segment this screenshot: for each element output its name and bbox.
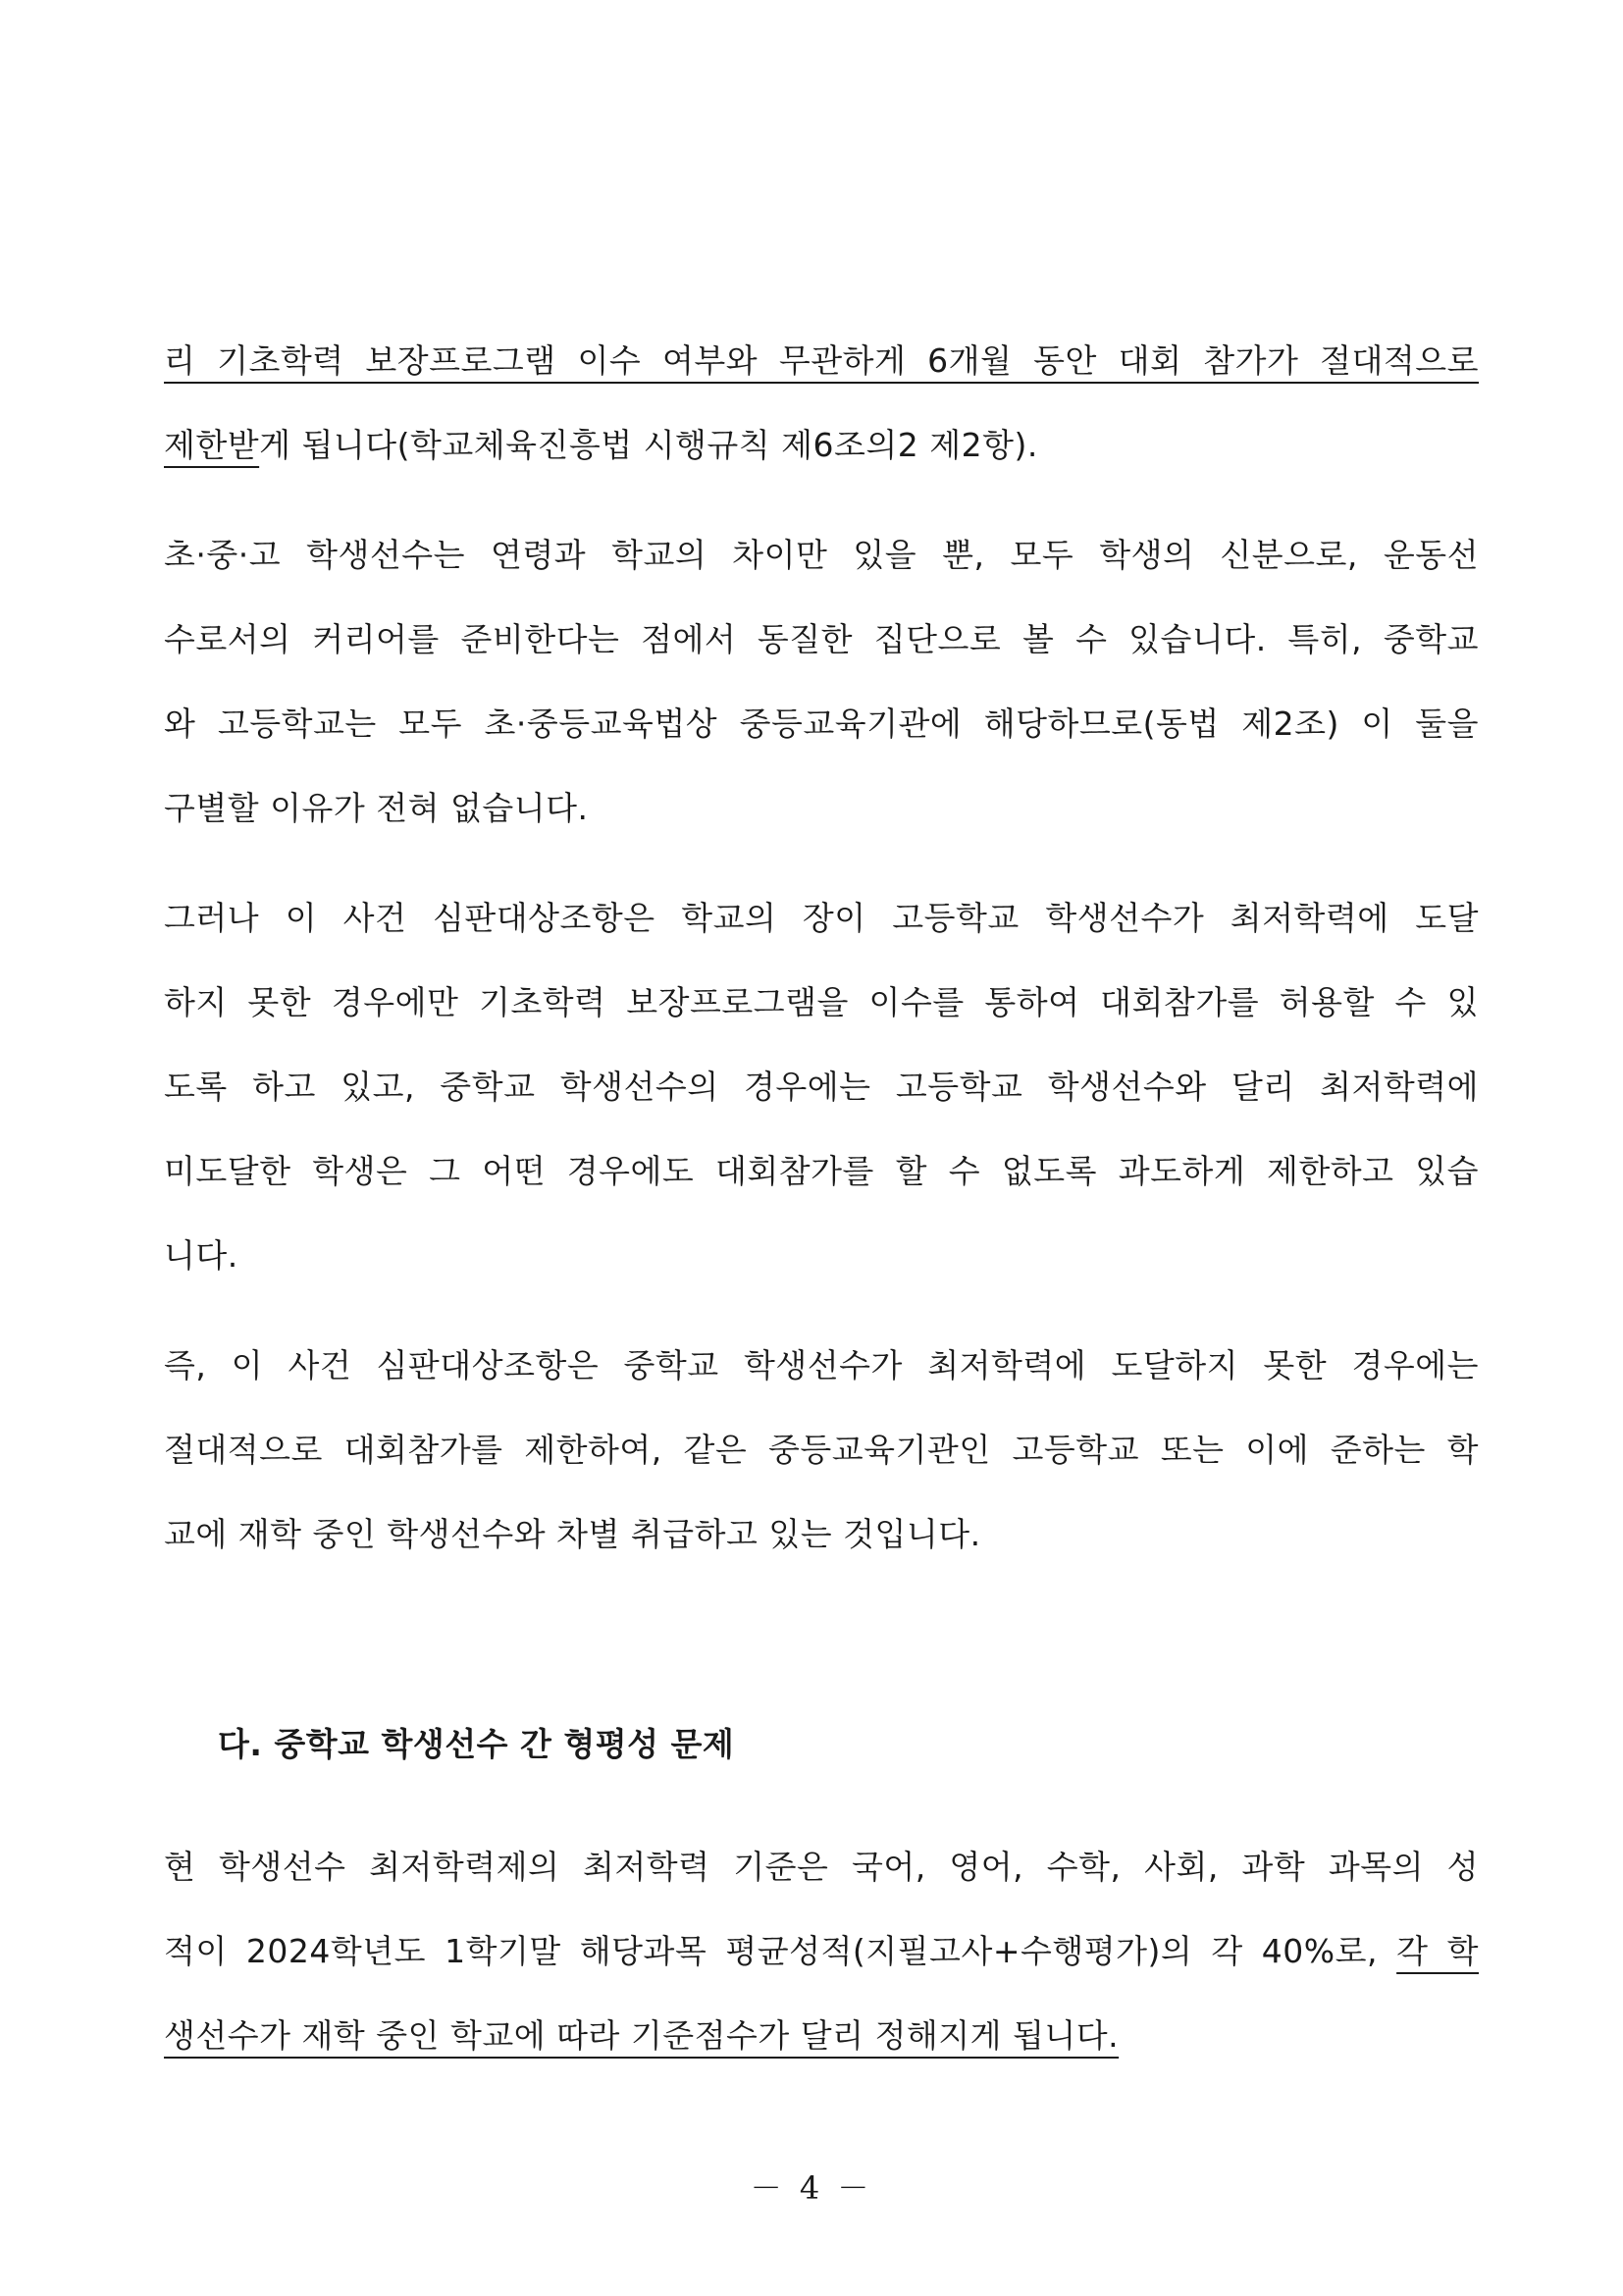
underlined-text: 생선수가 재학 중인 학교에 따라 기준점수가 달리 정해지게 됩니다. [164, 2016, 1120, 2055]
text-line: 현 학생선수 최저학력제의 최저학력 기준은 국어, 영어, 수학, 사회, 과학 과목의 성 [164, 1848, 1479, 1886]
paragraph-however [164, 876, 1479, 1298]
text-line: 하지 못한 경우에만 기초학력 보장프로그램을 이수를 통하여 대회참가를 허용할 수 있 [164, 983, 1479, 1021]
plain-text: 게 됩니다(학교체육진흥법 시행규칙 제6조의2 제2항). [259, 426, 1038, 464]
text-line: 그러나 이 사건 심판대상조항은 학교의 장이 고등학교 학생선수가 최저학력에 도달 [164, 899, 1479, 937]
paragraph-current-standard [164, 1825, 1479, 2078]
paragraph-that-is [164, 1324, 1479, 1577]
paragraph-continuation [164, 319, 1479, 488]
text-line: 절대적으로 대회참가를 제한하여, 같은 중등교육기관인 고등학교 또는 이에 준하는 학 [164, 1431, 1479, 1469]
paragraph-students [164, 513, 1479, 851]
underlined-text: 각 학 [1396, 1932, 1479, 1970]
text-line: 교에 재학 중인 학생선수와 차별 취급하고 있는 것입니다. [164, 1515, 981, 1553]
text-line: 리 기초학력 보장프로그램 이수 여부와 무관하게 6개월 동안 대회 참가가 절대적으로 [164, 341, 1479, 380]
page-number: － 4 － [750, 2169, 873, 2207]
text-line: 와 고등학교는 모두 초·중등교육법상 중등교육기관에 해당하므로(동법 제2조) 이 둘을 [164, 704, 1479, 743]
text-line: 수로서의 커리어를 준비한다는 점에서 동질한 집단으로 볼 수 있습니다. 특히, 중학교 [164, 620, 1479, 658]
text-line [164, 403, 1479, 488]
section-heading: 다. 중학교 학생선수 간 형평성 문제 [218, 1725, 735, 1763]
underlined-text: 제한받 [164, 426, 260, 464]
text-line: 니다. [164, 1236, 238, 1275]
text-line: 초·중·고 학생선수는 연령과 학교의 차이만 있을 뿐, 모두 학생의 신분으로, 운동선 [164, 536, 1479, 574]
text-line: 즉, 이 사건 심판대상조항은 중학교 학생선수가 최저학력에 도달하지 못한 경우에는 [164, 1346, 1479, 1384]
body-text-lower [164, 1825, 1479, 2078]
text-line: 구별할 이유가 전혀 없습니다. [164, 789, 589, 827]
text-line: 미도달한 학생은 그 어떤 경우에도 대회참가를 할 수 없도록 과도하게 제한하고 있습 [164, 1152, 1479, 1190]
text-line: 도록 하고 있고, 중학교 학생선수의 경우에는 고등학교 학생선수와 달리 최저학력에 [164, 1068, 1479, 1106]
text-line [164, 1994, 1479, 2078]
plain-text: 적이 2024학년도 1학기말 해당과목 평균성적(지필고사+수행평가)의 각 40%로, [164, 1932, 1397, 1970]
body-text-upper [164, 319, 1479, 1577]
text-line [164, 1909, 1479, 1994]
